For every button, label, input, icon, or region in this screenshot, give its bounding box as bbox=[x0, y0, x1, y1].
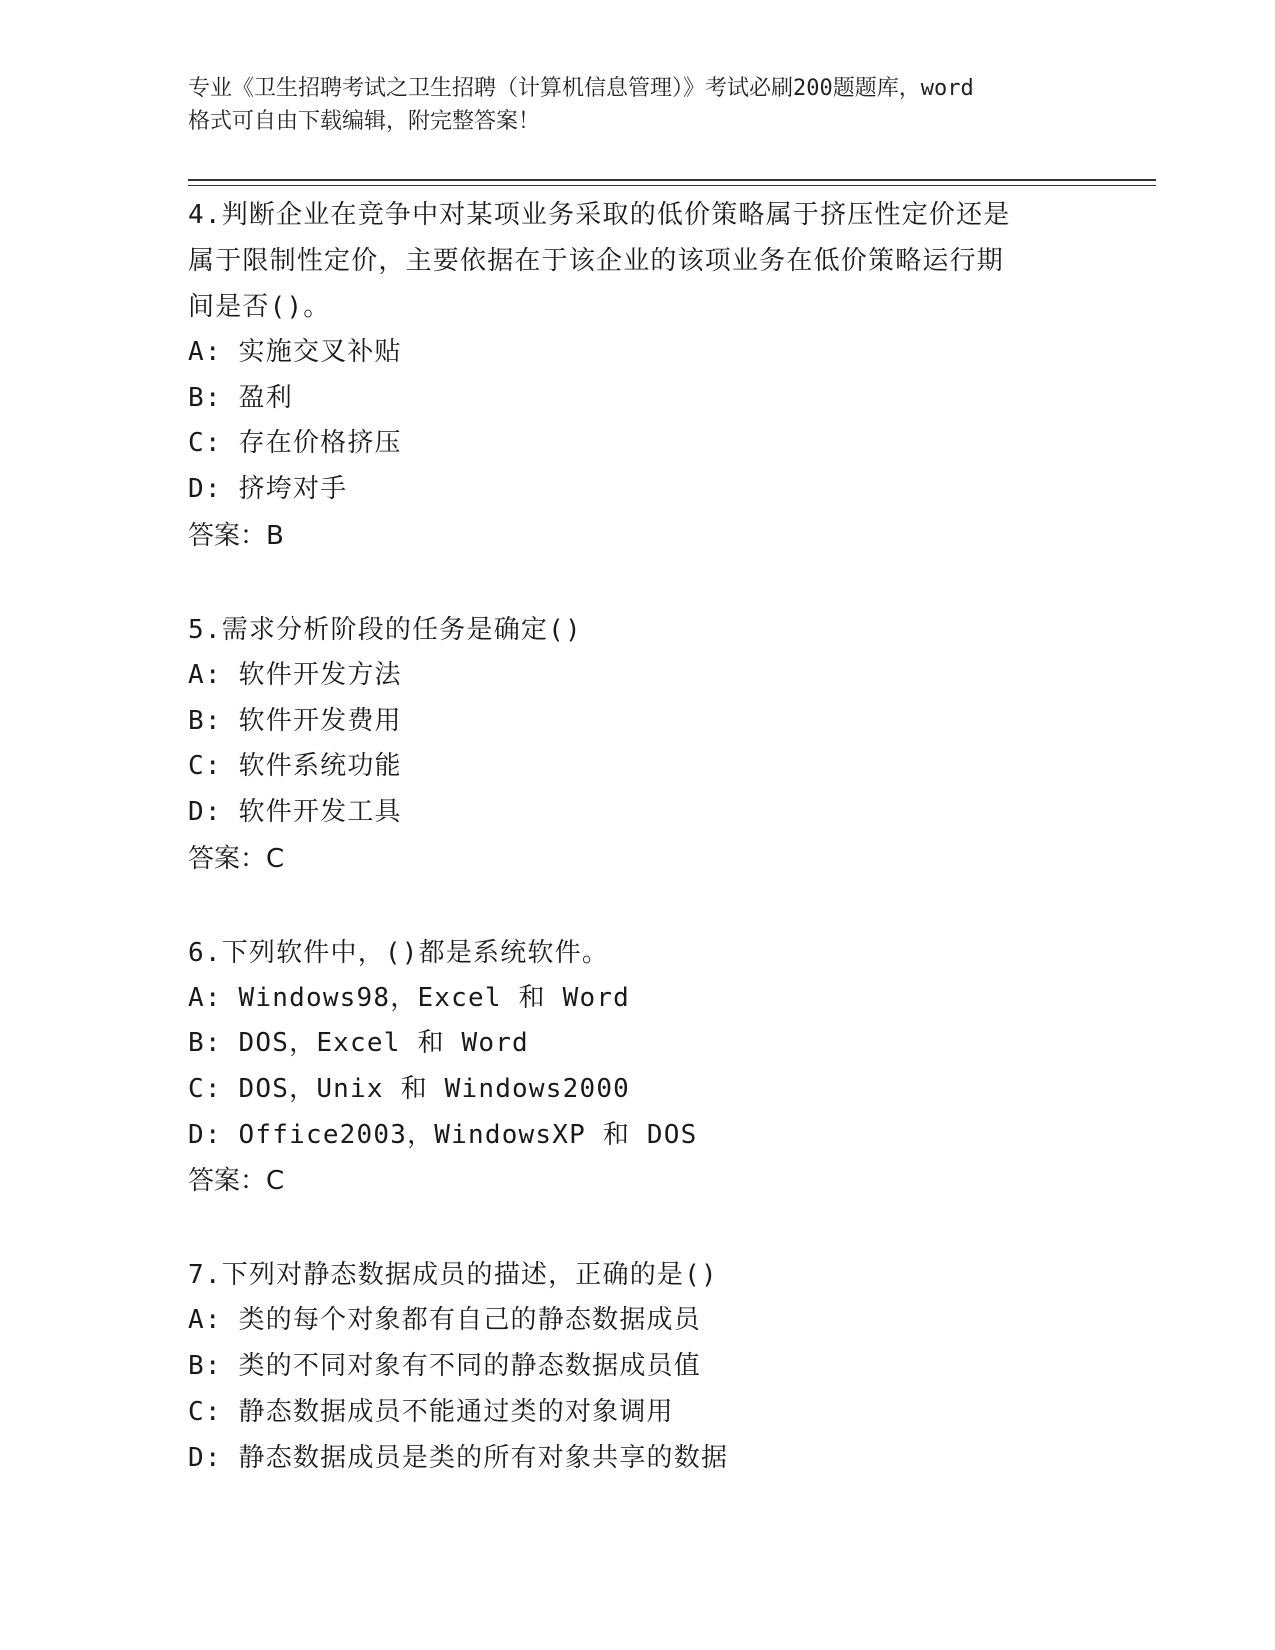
question-stem bbox=[188, 930, 1088, 976]
option-c: C: 存在价格挤压 bbox=[188, 428, 402, 459]
option-d: D: 挤垮对手 bbox=[188, 474, 348, 505]
question-6 bbox=[188, 930, 1088, 1205]
header-line-1: 专业《卫生招聘考试之卫生招聘（计算机信息管理）》考试必刷200题题库，word bbox=[188, 76, 974, 101]
question-7 bbox=[188, 1252, 1088, 1481]
answer-line: 答案：C bbox=[188, 1166, 285, 1197]
option-b: B: 软件开发费用 bbox=[188, 705, 402, 736]
option-b: B: DOS，Excel 和 Word bbox=[188, 1028, 529, 1059]
stem-line: 间是否()。 bbox=[188, 292, 331, 322]
answer-line: 答案：B bbox=[188, 520, 284, 551]
option-a: A: 软件开发方法 bbox=[188, 659, 402, 690]
option-d: D: Office2003，WindowsXP 和 DOS bbox=[188, 1119, 698, 1150]
stem-line: 7.下列对静态数据成员的描述，正确的是() bbox=[188, 1260, 718, 1291]
question-5 bbox=[188, 607, 1088, 882]
question-4 bbox=[188, 192, 1088, 559]
header-divider-thick bbox=[188, 179, 1156, 181]
question-list bbox=[188, 192, 1088, 1529]
option-b: B: 盈利 bbox=[188, 382, 293, 413]
header-divider-thin bbox=[188, 185, 1156, 186]
option-d: D: 软件开发工具 bbox=[188, 796, 402, 827]
stem-line: 6.下列软件中，()都是系统软件。 bbox=[188, 937, 610, 968]
stem-line: 属于限制性定价，主要依据在于该企业的该项业务在低价策略运行期 bbox=[188, 246, 1005, 276]
option-c: C: 静态数据成员不能通过类的对象调用 bbox=[188, 1396, 674, 1427]
document-header bbox=[188, 72, 1088, 138]
stem-line: 5.需求分析阶段的任务是确定() bbox=[188, 614, 582, 645]
option-d: D: 静态数据成员是类的所有对象共享的数据 bbox=[188, 1442, 729, 1473]
option-a: A: Windows98，Excel 和 Word bbox=[188, 982, 631, 1013]
option-c: C: DOS，Unix 和 Windows2000 bbox=[188, 1074, 631, 1105]
option-b: B: 类的不同对象有不同的静态数据成员值 bbox=[188, 1351, 701, 1382]
stem-line: 4.判断企业在竞争中对某项业务采取的低价策略属于挤压性定价还是 bbox=[188, 200, 1011, 230]
option-c: C: 软件系统功能 bbox=[188, 751, 402, 782]
answer-line: 答案：C bbox=[188, 843, 285, 874]
question-stem bbox=[188, 1252, 1088, 1298]
option-a: A: 实施交叉补贴 bbox=[188, 337, 402, 367]
header-line-2: 格式可自由下载编辑，附完整答案！ bbox=[188, 109, 541, 134]
option-a: A: 类的每个对象都有自己的静态数据成员 bbox=[188, 1305, 701, 1336]
question-stem bbox=[188, 607, 1088, 653]
question-stem bbox=[188, 192, 1088, 330]
